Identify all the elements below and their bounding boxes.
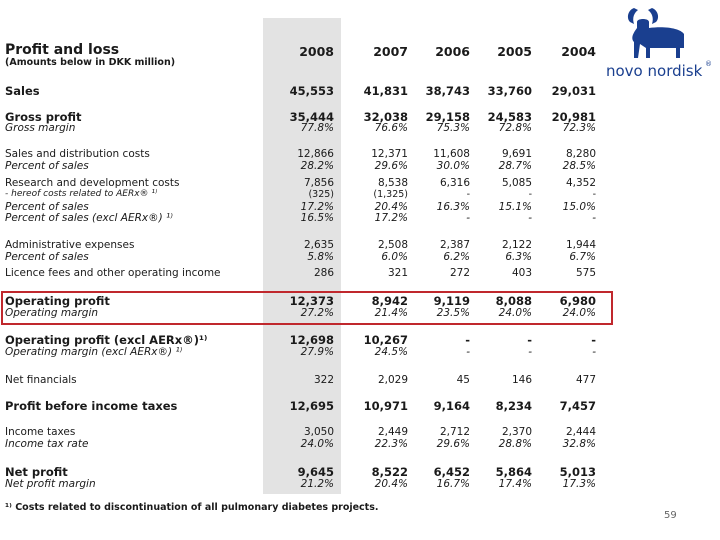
row-label: Percent of sales [5,160,89,172]
cell: 3,050 [303,426,334,438]
cell: 403 [511,267,532,279]
cell: 32.8% [562,438,596,450]
cell: - [528,346,532,358]
cell: 9,691 [501,148,532,160]
cell: 5,085 [501,177,532,189]
cell: 2,635 [303,239,334,251]
cell: 10,267 [363,333,408,347]
row-label: Income taxes [5,426,76,438]
cell: 72.3% [562,122,596,134]
page-subtitle: (Amounts below in DKK million) [5,57,176,68]
cell: 5.8% [307,251,334,263]
cell: - [592,346,596,358]
cell: 2,029 [377,374,408,386]
cell: - [592,212,596,224]
row-research-development-costs [0,177,600,189]
cell: 322 [313,374,334,386]
novo-nordisk-logo [604,4,714,84]
cell: 6.7% [569,251,596,263]
cell: 7,457 [559,399,596,413]
cell: 28.5% [562,160,596,172]
year-header-2005: 2005 [497,44,532,59]
cell: 2,387 [439,239,470,251]
row-label: Sales [5,84,40,98]
cell: 6,980 [559,294,596,308]
cell: 28.2% [300,160,334,172]
cell: 321 [387,267,408,279]
cell: - [466,212,470,224]
cell: 20.4% [374,201,408,213]
cell: 2,712 [439,426,470,438]
cell: 27.9% [300,346,334,358]
page-number: 59 [664,510,677,521]
cell: 146 [511,374,532,386]
cell: 16.5% [300,212,334,224]
row-label: Gross profit [5,110,82,124]
cell: 2,370 [501,426,532,438]
cell: 27.2% [300,307,334,319]
cell: 17.2% [300,201,334,213]
row-label: Net profit margin [5,478,96,490]
row-label: Net profit [5,465,68,479]
cell: 12,371 [371,148,408,160]
row-gross-profit [0,110,600,122]
cell: 9,645 [297,465,334,479]
cell: 24.0% [498,307,532,319]
cell: 8,538 [377,177,408,189]
row-gross-margin [0,122,600,134]
cell: 477 [575,374,596,386]
cell: 6,452 [433,465,470,479]
year-header-2004: 2004 [561,44,596,59]
cell: 272 [449,267,470,279]
cell: - [528,189,532,200]
cell: 33,760 [487,84,532,98]
row-label: Income tax rate [5,438,89,450]
cell: (1,325) [373,189,408,200]
cell: 29,158 [425,110,470,124]
row-percent-of-sales-excl-aerx [0,212,600,224]
row-label: Licence fees and other operating income [5,267,221,279]
cell: 29.6% [436,438,470,450]
row-net-financials [0,374,600,386]
row-net-profit [0,465,600,477]
row-label: Research and development costs [5,177,180,189]
cell: 38,743 [425,84,470,98]
cell: 20,981 [551,110,596,124]
cell: 16.3% [436,201,470,213]
cell: - [528,212,532,224]
cell: 30.0% [436,160,470,172]
cell: - [592,189,596,200]
cell: 17.3% [562,478,596,490]
cell: 24.5% [374,346,408,358]
row-administrative-expenses [0,239,600,251]
row-label: Percent of sales (excl AERx®) ¹⁾ [5,212,173,224]
cell: 77.8% [300,122,334,134]
cell: 4,352 [565,177,596,189]
row-label: Operating margin [5,307,99,319]
cell: 20.4% [374,478,408,490]
cell: - [527,333,532,347]
cell: 12,698 [289,333,334,347]
cell: 6.0% [381,251,408,263]
cell: (325) [308,189,334,200]
cell: 1,944 [565,239,596,251]
year-header-2006: 2006 [435,44,470,59]
row-sales [0,84,600,96]
cell: 8,088 [495,294,532,308]
cell: 72.8% [498,122,532,134]
cell: 15.0% [562,201,596,213]
cell: 9,119 [433,294,470,308]
cell: 6.2% [443,251,470,263]
cell: 75.3% [436,122,470,134]
row-operating-profit [0,294,600,306]
cell: 45,553 [289,84,334,98]
cell: 12,695 [289,399,334,413]
row-income-tax-rate [0,438,600,450]
cell: 12,866 [297,148,334,160]
cell: 8,942 [371,294,408,308]
row-label: Operating margin (excl AERx®) ¹⁾ [5,346,183,358]
row-operating-margin-excl-aerx [0,346,600,358]
year-header-2007: 2007 [373,44,408,59]
cell: 35,444 [289,110,334,124]
cell: 2,122 [501,239,532,251]
row-label: Profit before income taxes [5,399,178,413]
row-label: Operating profit (excl AERx®)¹⁾ [5,333,208,347]
row-label: Net financials [5,374,77,386]
page-title: Profit and loss [5,42,120,58]
cell: 5,864 [495,465,532,479]
cell: 29.6% [374,160,408,172]
cell: 12,373 [289,294,334,308]
row-net-profit-margin [0,478,600,490]
cell: 575 [575,267,596,279]
cell: 29,031 [551,84,596,98]
registered-mark-icon: ® [705,60,712,68]
row-label: Operating profit [5,294,110,308]
row-aerx-costs [0,189,600,201]
cell: 28.7% [498,160,532,172]
cell: - [591,333,596,347]
cell: 15.1% [498,201,532,213]
cell: 24,583 [487,110,532,124]
cell: - [466,346,470,358]
cell: 6.3% [505,251,532,263]
row-label: Sales and distribution costs [5,148,150,160]
cell: 24.0% [562,307,596,319]
row-licence-fees [0,267,600,279]
cell: 7,856 [303,177,334,189]
cell: 286 [313,267,334,279]
row-operating-profit-excl-aerx [0,333,600,345]
cell: 21.4% [374,307,408,319]
cell: 5,013 [559,465,596,479]
cell: 8,234 [495,399,532,413]
year-header-2008: 2008 [299,44,334,59]
cell: 41,831 [363,84,408,98]
cell: 11,608 [433,148,470,160]
cell: 17.4% [498,478,532,490]
cell: 24.0% [300,438,334,450]
row-operating-margin [0,307,600,319]
cell: 17.2% [374,212,408,224]
cell: 45 [456,374,470,386]
cell: - [465,333,470,347]
row-sales-distribution-costs [0,148,600,160]
cell: 28.8% [498,438,532,450]
footnote: ¹⁾ Costs related to discontinuation of all pulmonary diabetes projects. [5,502,379,513]
cell: 21.2% [300,478,334,490]
row-label: Percent of sales [5,251,89,263]
cell: 23.5% [436,307,470,319]
cell: 2,449 [377,426,408,438]
cell: 22.3% [374,438,408,450]
cell: 32,038 [363,110,408,124]
row-label: Percent of sales [5,201,89,213]
cell: 6,316 [439,177,470,189]
cell: 9,164 [433,399,470,413]
cell: 8,280 [565,148,596,160]
cell: 8,522 [371,465,408,479]
row-percent-of-sales [0,160,600,172]
row-percent-of-sales [0,251,600,263]
bull-emblem-icon [628,8,684,58]
cell: 2,444 [565,426,596,438]
row-label: Administrative expenses [5,239,135,251]
cell: 76.6% [374,122,408,134]
row-label: Gross margin [5,122,76,134]
row-profit-before-taxes [0,399,600,411]
cell: - [466,189,470,200]
cell: 10,971 [363,399,408,413]
cell: 16.7% [436,478,470,490]
cell: 2,508 [377,239,408,251]
row-label: - hereof costs related to AERx® ¹⁾ [5,189,158,199]
row-income-taxes [0,426,600,438]
brand-wordmark: novo nordisk [606,62,703,80]
